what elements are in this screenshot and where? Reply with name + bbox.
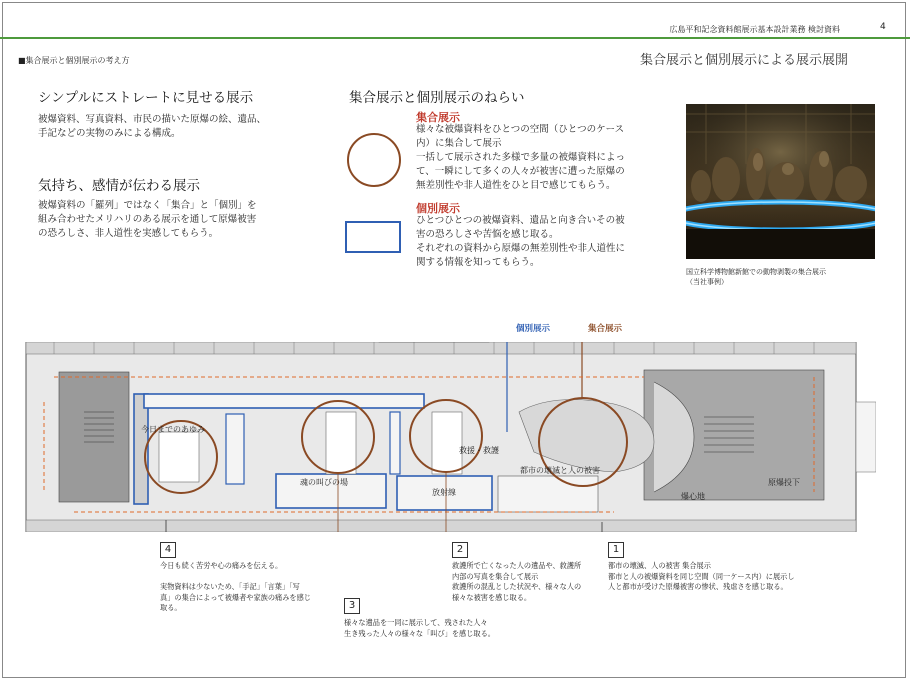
zone-label-4: 放射線	[432, 488, 456, 497]
note-4-text: 今日も続く苦労や心の痛みを伝える。 実物資料は少ないため、「手記」「言葉」「写 真」の集合によって被爆者や家族の痛みを感じ 取る。	[160, 561, 311, 612]
zone-label-7: 原爆投下	[768, 478, 800, 487]
zone-label-1: 今日までのあゆみ	[141, 425, 205, 434]
group-exhibit-title: 集合展示	[416, 111, 460, 124]
note-number-4: 4	[160, 542, 176, 558]
note-1-text: 都市の壊滅、人の被害 集合展示 都市と人の被爆資料を同じ空間（同一ケース内）に展示し 人と都市が受けた原爆被害の惨状、残虐さを感じ取る。	[608, 561, 795, 591]
note-number-3: 3	[344, 598, 360, 614]
zone-label-5: 都市の壊滅と人の被害	[520, 466, 600, 475]
museum-photo	[686, 104, 875, 259]
note-number-1: 1	[608, 542, 624, 558]
zone-label-6: 爆心地	[681, 492, 705, 501]
zone-label-2: 魂の叫びの場	[300, 478, 348, 487]
page-number: 4	[880, 22, 886, 32]
header-rule	[0, 37, 910, 39]
heading-aims: 集合展示と個別展示のねらい	[349, 90, 525, 106]
page-title: 集合展示と個別展示による展示展開	[639, 53, 848, 68]
individual-exhibit-title: 個別展示	[416, 202, 460, 215]
plan-label-individual: 個別展示	[516, 324, 551, 334]
note-number-2: 2	[452, 542, 468, 558]
group-exhibit-circle-icon	[345, 131, 403, 189]
heading-simple-display: シンプルにストレートに見せる展示	[38, 90, 254, 106]
heading-emotion-display: 気持ち、感情が伝わる展示	[38, 178, 200, 194]
plan-label-group: 集合展示	[588, 324, 623, 334]
note-2-text: 救護所で亡くなった人の遺品や、救護所 内部の写真を集合して展示 救護所の混乱とした状況や、様々な人の 様々な被害を感じ取る。	[452, 561, 582, 602]
zone-label-3: 救援・救護	[459, 446, 499, 455]
document-header: 広島平和記念資料館展示基本設計業務 検討資料	[669, 25, 840, 34]
individual-exhibit-rect-icon	[344, 220, 404, 256]
note-3-text: 様々な遺品を一同に展示して、残された人々 生き残った人々の様々な「叫び」を感じ取る。	[344, 618, 495, 638]
photo-caption: 国立科学博物館新館での動物剥製の集合展示 （当社事例）	[686, 268, 826, 286]
group-exhibit-text: 様々な被爆資料をひとつの空間（ひとつのケース 内）に集合して展示 一括して展示された多様で多量の被爆資料によっ て、一瞬にして多くの人々が被害に遭った原爆の 無差別性や非人道性をひと目で感じてもらう。	[416, 124, 626, 191]
individual-exhibit-text: ひとつひとつの被爆資料、遺品と向き合いその被 害の恐ろしさや苦悩を感じ取る。 それぞれの資料から原爆の無差別性や非人道性に 関する情報を知ってもらう。	[416, 215, 626, 268]
paragraph-emotion-display: 被爆資料の「羅列」ではなく「集合」と「個別」を 組み合わせたメリハリのある展示を通して原爆被害 の恐ろしさ、非人道性を実感してもらう。	[38, 200, 257, 239]
floor-plan	[14, 342, 876, 532]
section-label: ■集合展示と個別展示の考え方	[18, 56, 130, 65]
paragraph-simple-display: 被爆資料、写真資料、市民の描いた原爆の絵、遺品、 手記などの実物のみによる構成。	[38, 114, 267, 139]
